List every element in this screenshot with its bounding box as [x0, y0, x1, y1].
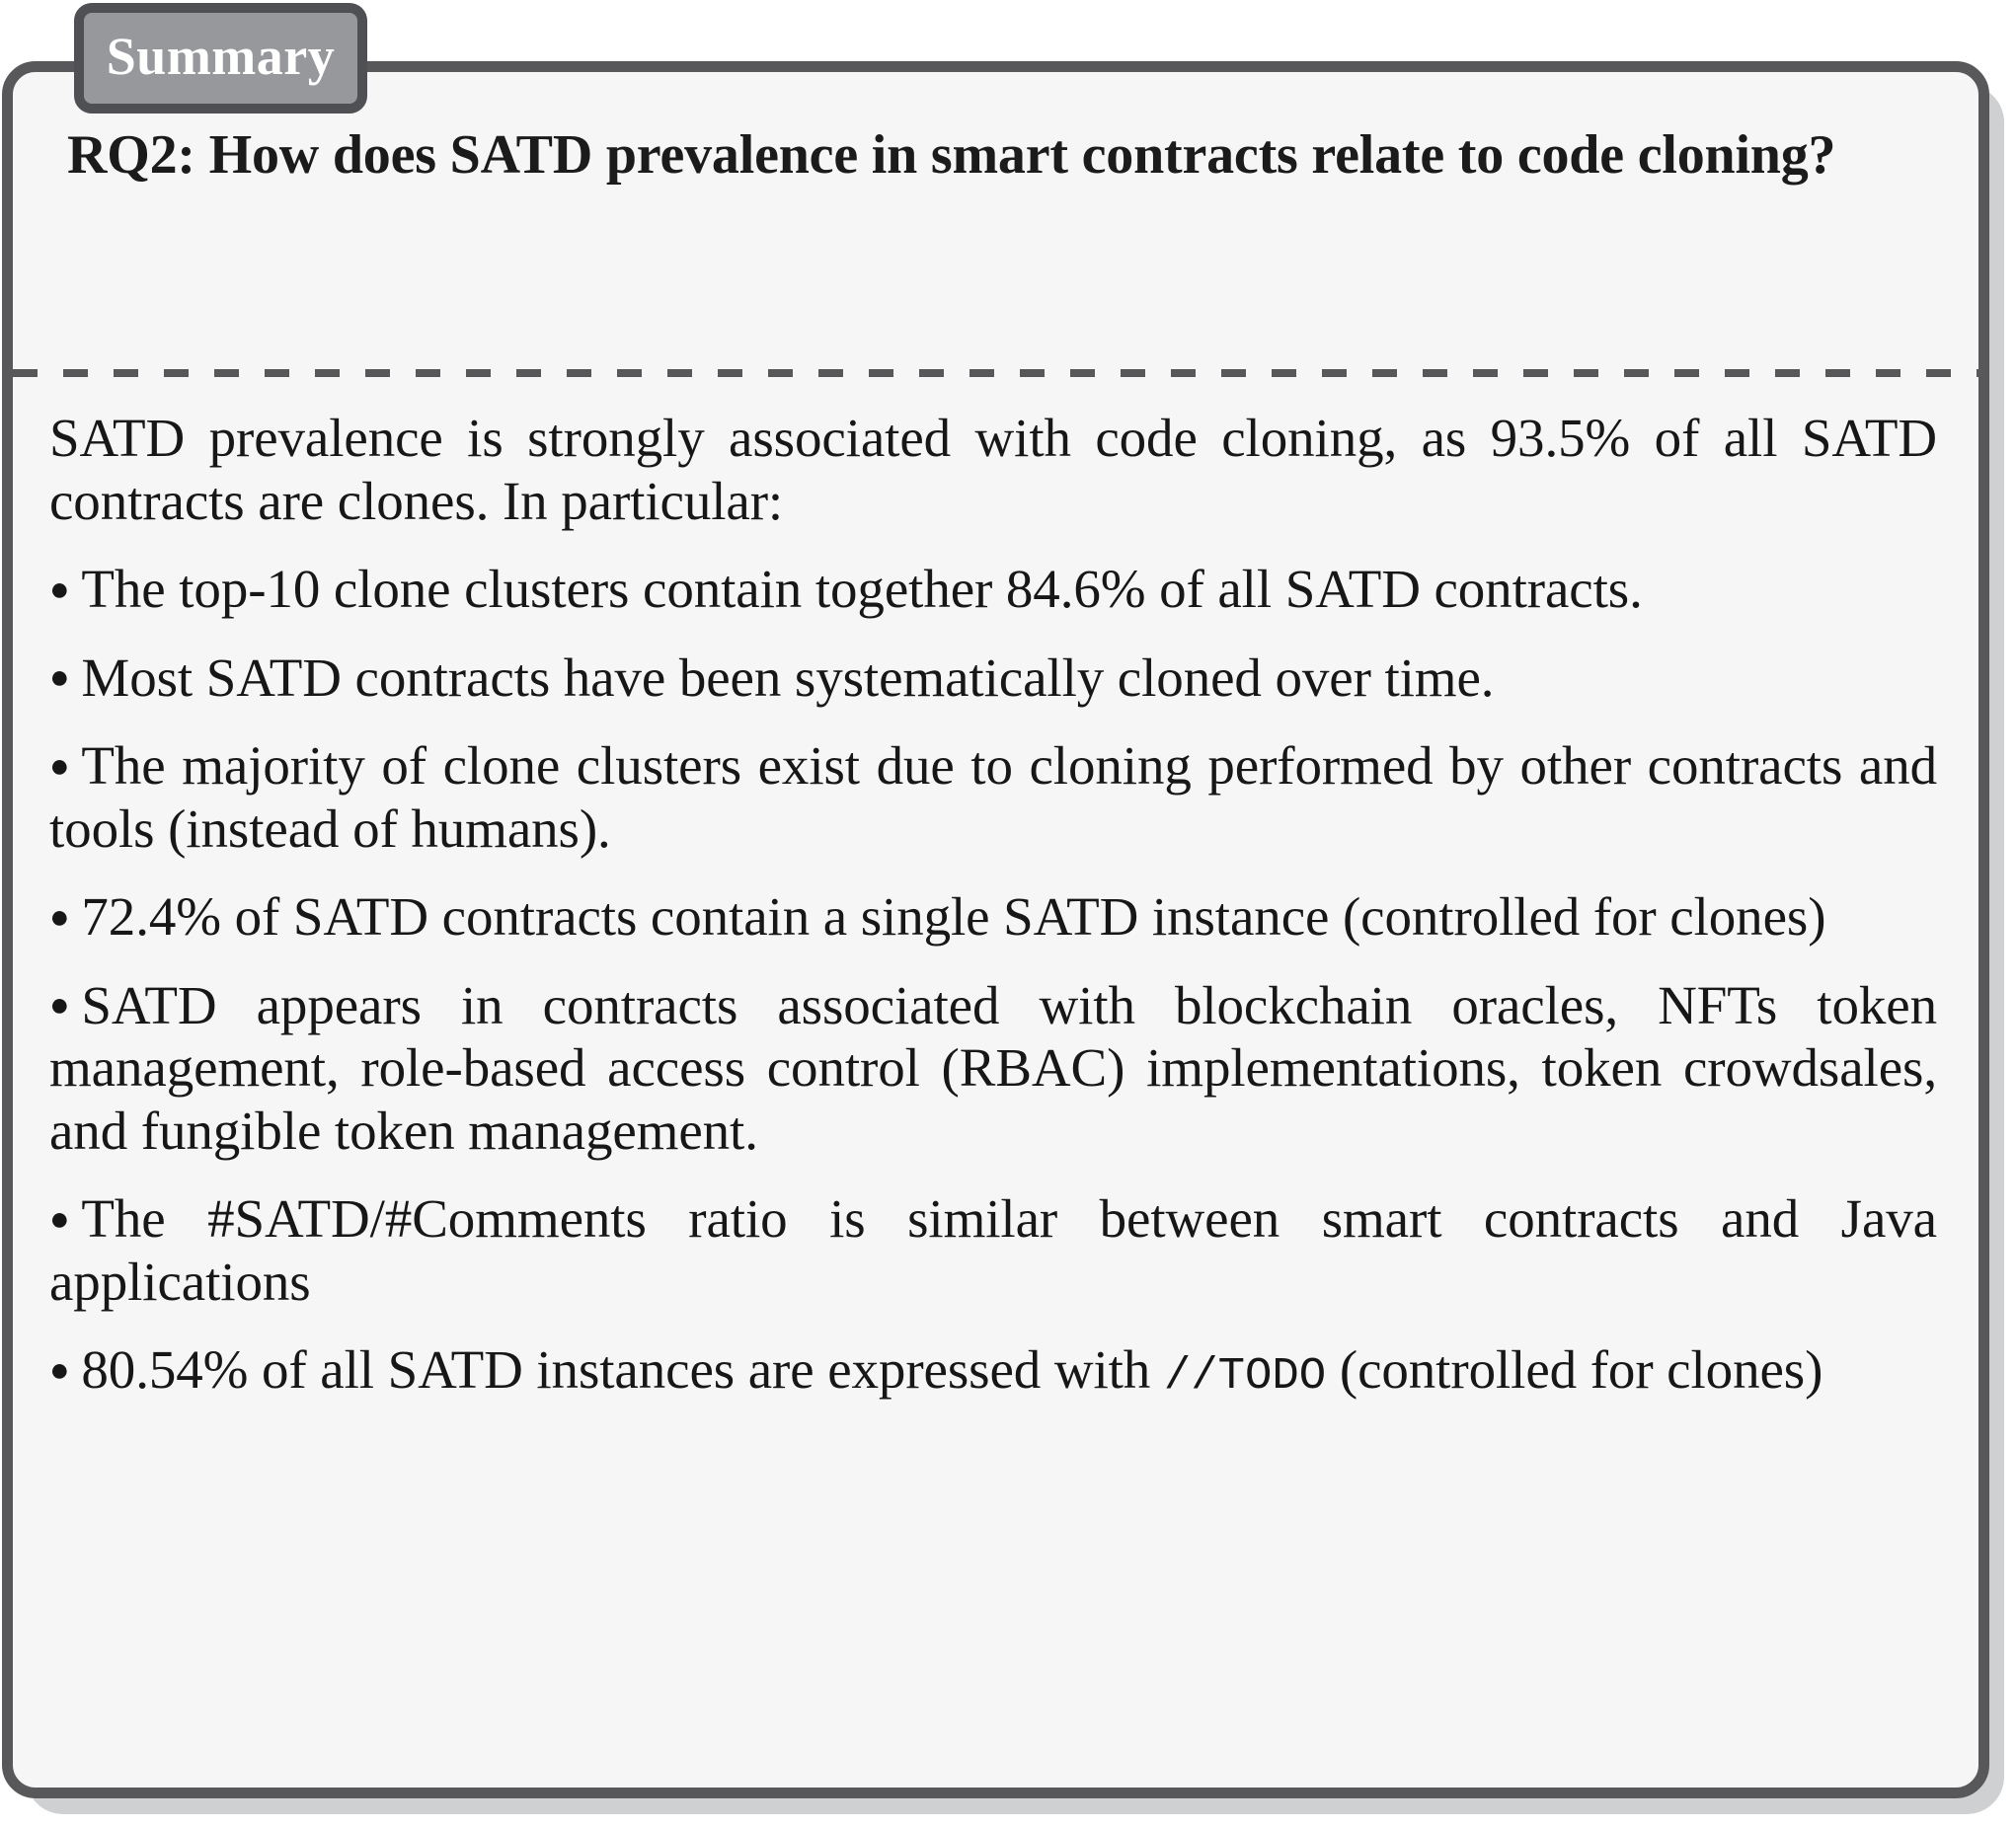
summary-tab-label: Summary	[106, 27, 336, 86]
list-item	[49, 734, 1937, 860]
list-item	[49, 647, 1937, 710]
list-item-label: Most SATD contracts have been systematically cloned over time.	[81, 647, 1495, 708]
dashed-divider	[13, 369, 1978, 377]
summary-tab	[74, 3, 367, 114]
list-item	[49, 1338, 1937, 1403]
list-item	[49, 974, 1937, 1163]
bullet-icon: ●	[49, 571, 70, 608]
list-item-label: SATD appears in contracts associated with blockchain oracles, NFTs token management, role-based access control (RBAC) implementations, token crowdsales, and fungible token management.	[49, 974, 1937, 1161]
list-item-label: The #SATD/#Comments ratio is similar between smart contracts and Java applications	[49, 1188, 1937, 1312]
bullet-icon: ●	[49, 1200, 70, 1238]
research-question-title	[67, 124, 1923, 187]
intro-paragraph: SATD prevalence is strongly associated with code cloning, as 93.5% of all SATD contracts are clones. In particular:	[49, 408, 1937, 531]
summary-body	[49, 407, 1937, 1428]
list-item-label: The top-10 clone clusters contain together 84.6% of all SATD contracts.	[81, 559, 1643, 620]
bullet-icon: ●	[49, 1351, 70, 1389]
bullet-icon: ●	[49, 659, 70, 697]
summary-content	[2, 61, 1989, 1798]
list-item	[49, 885, 1937, 949]
bullet-icon: ●	[49, 987, 70, 1025]
list-item	[49, 558, 1937, 621]
list-item	[49, 1187, 1937, 1313]
page-title: RQ2: How does SATD prevalence in smart contracts relate to code cloning?	[67, 124, 1836, 186]
list-item-label: The majority of clone clusters exist due to cloning performed by other contracts and tools (instead of humans).	[49, 735, 1937, 859]
list-item-label-prefix: 80.54% of all SATD instances are expressed with	[81, 1339, 1164, 1401]
list-item-label: 72.4% of SATD contracts contain a single SATD instance (controlled for clones)	[81, 886, 1826, 948]
list-item-label-suffix: (controlled for clones)	[1326, 1339, 1823, 1401]
bullet-icon: ●	[49, 898, 70, 936]
todo-code-literal: //TODO	[1163, 1350, 1327, 1403]
bullet-icon: ●	[49, 747, 70, 785]
